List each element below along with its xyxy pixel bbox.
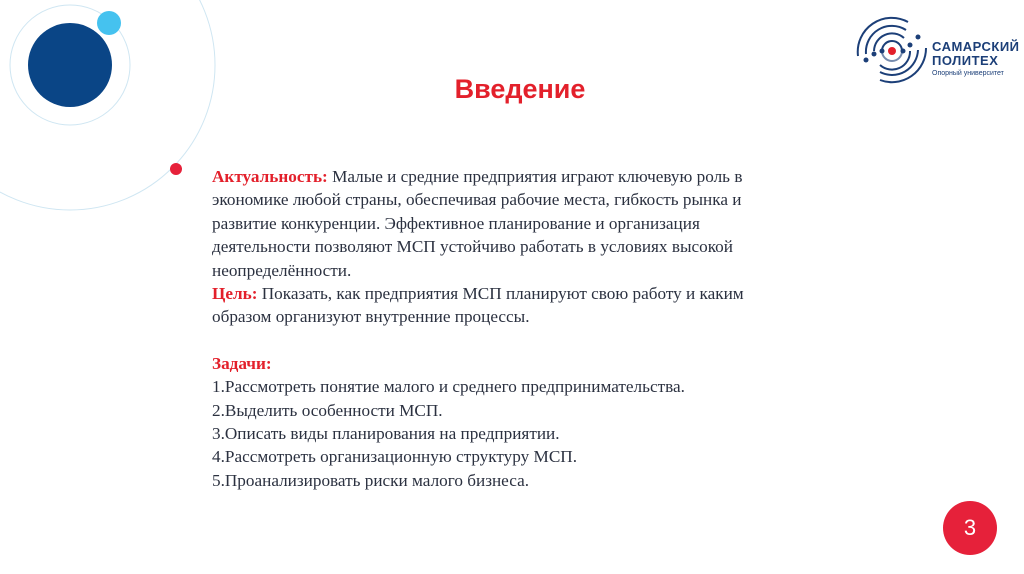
task-item: 1.Рассмотреть понятие малого и среднего предпринимательства. <box>212 377 685 397</box>
logo-line1: САМАРСКИЙ <box>932 39 1020 54</box>
goal-paragraph <box>212 282 792 329</box>
logo-line2: ПОЛИТЕХ <box>932 53 999 68</box>
task-item: 3.Описать виды планирования на предприятии. <box>212 424 560 444</box>
task-item: 4.Рассмотреть организационную структуру МСП. <box>212 447 577 467</box>
goal-text: Показать, как предприятия МСП планируют свою работу и каким образом организуют внутренние процессы. <box>212 284 744 327</box>
slide-title: Введение <box>454 74 586 104</box>
task-item: 2.Выделить особенности МСП. <box>212 400 443 420</box>
tasks-label: Задачи: <box>212 353 272 373</box>
cyan-dot <box>97 11 121 35</box>
red-dot <box>170 163 182 175</box>
page-number-badge: 3 <box>943 501 997 555</box>
logo-subtitle: Опорный университет <box>932 70 1004 77</box>
relevance-label: Актуальность: <box>212 167 328 186</box>
task-item: 5.Проанализировать риски малого бизнеса. <box>212 470 530 490</box>
relevance-text: Малые и средние предприятия играют ключевую роль в экономике любой страны, обеспечивая рабочие места, гибкость рынка и развитие конкуренции. Эффективное планирование и организация деятельности позволяют МСП устойчиво работать в условиях высокой неопределённости. <box>212 167 743 280</box>
goal-label: Цель: <box>212 284 258 304</box>
relevance-paragraph <box>212 165 792 282</box>
slide-body <box>212 165 792 492</box>
